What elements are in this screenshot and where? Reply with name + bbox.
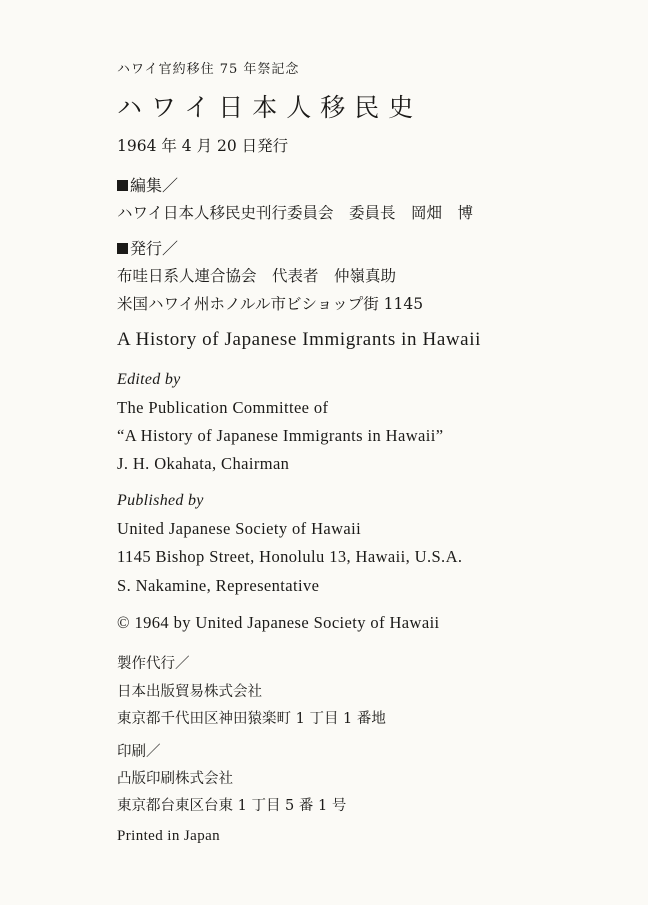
edited-by-label: Edited by (117, 371, 181, 388)
editor-line: ハワイ日本人移民史刊行委員会 委員長 岡畑 博 (117, 204, 474, 222)
editor-line-en: “A History of Japanese Immigrants in Hawaii” (117, 426, 444, 445)
publisher-heading (117, 236, 178, 259)
commemorative-subtitle: ハワイ官約移住 75 年祭記念 (117, 62, 300, 77)
issue-date: 1964 年 4 月 20 日発行 (117, 137, 289, 155)
square-bullet-icon (117, 180, 128, 191)
editor-line-en: J. H. Okahata, Chairman (117, 454, 290, 473)
printing-address: 東京都台東区台東 1 丁目 5 番 1 号 (117, 798, 347, 814)
production-line: 日本出版貿易株式会社 (117, 684, 262, 700)
editor-line-en: The Publication Committee of (117, 398, 329, 417)
publisher-line-en: 1145 Bishop Street, Honolulu 13, Hawaii, U.S.A. (117, 547, 463, 566)
editor-heading-label: 編集／ (130, 176, 179, 195)
publisher-address: 米国ハワイ州ホノルル市ビショップ街 1145 (117, 295, 424, 313)
book-title: ハワイ日本人移民史 (117, 93, 423, 122)
printed-in-label: Printed in Japan (117, 828, 221, 844)
published-by-label: Published by (117, 492, 204, 509)
copyright-notice: © 1964 by United Japanese Society of Hawaii (117, 613, 440, 632)
printing-line: 凸版印刷株式会社 (117, 771, 233, 787)
english-title: A History of Japanese Immigrants in Hawaii (117, 329, 481, 350)
publisher-heading-label: 発行／ (130, 239, 179, 258)
publisher-line-en: United Japanese Society of Hawaii (117, 519, 362, 538)
production-heading: 製作代行／ (117, 656, 190, 672)
printing-heading: 印刷／ (117, 744, 161, 760)
square-bullet-icon (117, 243, 128, 254)
publisher-line: 布哇日系人連合協会 代表者 仲嶺真助 (117, 267, 397, 285)
publisher-line-en: S. Nakamine, Representative (117, 576, 320, 595)
editor-heading (117, 173, 178, 196)
production-address: 東京都千代田区神田猿楽町 1 丁目 1 番地 (117, 711, 386, 727)
